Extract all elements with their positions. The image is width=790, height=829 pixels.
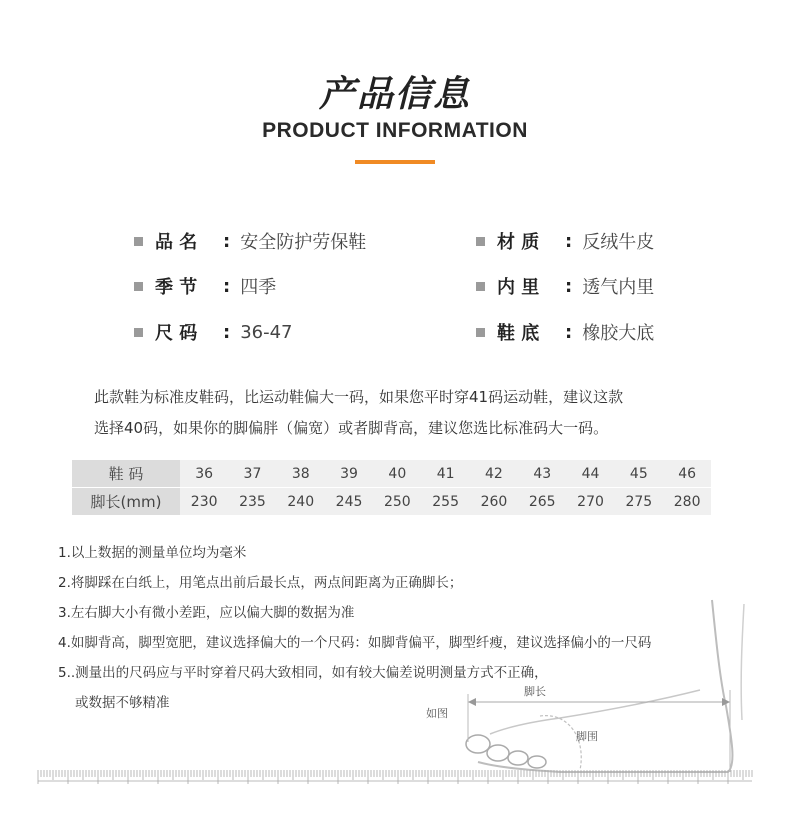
table-cell: 280	[663, 488, 711, 516]
note-item: 3.左右脚大小有微小差距，应以偏大脚的数据为准	[58, 605, 355, 621]
spec-value: 橡胶大底	[582, 323, 655, 344]
page-title-en: PRODUCT INFORMATION	[262, 119, 528, 142]
spec-colon: :	[565, 230, 573, 252]
table-cell: 235	[228, 488, 276, 516]
table-cell: 39	[325, 460, 373, 488]
leg-back-outline	[741, 604, 744, 720]
table-cell: 260	[470, 488, 518, 516]
label-as-shown: 如图	[426, 707, 448, 720]
spec-label: 尺 码	[155, 323, 198, 344]
spec-value: 透气内里	[582, 277, 655, 298]
table-cell: 38	[277, 460, 325, 488]
note-item: 2.将脚踩在白纸上，用笔点出前后最长点，两点间距离为正确脚长；	[58, 575, 463, 591]
table-cell: 265	[518, 488, 566, 516]
size-advice-line-2: 选择40码，如果你的脚偏胖（偏宽）或者脚背高，建议您选比标准码大一码。	[94, 419, 609, 437]
spec-label: 季 节	[155, 277, 198, 298]
table-cell: 240	[277, 488, 325, 516]
spec-colon: :	[565, 275, 573, 297]
spec-label: 品 名	[155, 232, 198, 253]
spec-label: 材 质	[497, 232, 540, 253]
table-cell: 42	[470, 460, 518, 488]
table-cell: 245	[325, 488, 373, 516]
table-cell: 275	[615, 488, 663, 516]
note-item: 或数据不够精准	[75, 695, 170, 711]
note-item: 5..测量出的尺码应与平时穿着尺码大致相同，如有较大偏差说明测量方式不正确，	[58, 665, 548, 681]
table-cell: 41	[421, 460, 469, 488]
table-cell: 40	[373, 460, 421, 488]
spec-value: 四季	[240, 277, 277, 298]
spec-label: 内 里	[497, 277, 540, 298]
toe-shape	[466, 735, 490, 753]
table-cell: 37	[228, 460, 276, 488]
note-item: 4.如脚背高，脚型宽肥，建议选择偏大的一个尺码：如脚背偏平，脚型纤瘦，建议选择偏小的一尺码	[58, 635, 652, 651]
toe-shape	[508, 751, 528, 765]
toe-shape	[528, 756, 546, 768]
spec-value: 反绒牛皮	[582, 232, 655, 253]
table-cell: 250	[373, 488, 421, 516]
table-cell: 46	[663, 460, 711, 488]
spec-colon: :	[565, 321, 573, 343]
table-cell: 44	[566, 460, 614, 488]
measurement-notes	[58, 538, 651, 718]
table-cell: 45	[615, 460, 663, 488]
table-cell: 270	[566, 488, 614, 516]
label-foot-length: 脚长	[524, 685, 546, 698]
spec-colon: :	[223, 321, 231, 343]
table-cell: 43	[518, 460, 566, 488]
table-header-length: 脚长(mm)	[72, 488, 180, 516]
page-title-cn: 产品信息	[318, 74, 471, 115]
size-advice-line-1: 此款鞋为标准皮鞋码，比运动鞋偏大一码，如果您平时穿41码运动鞋，建议这款	[94, 388, 624, 406]
table-header-size: 鞋 码	[72, 460, 180, 488]
label-foot-girth: 脚围	[576, 730, 598, 743]
table-cell: 230	[180, 488, 228, 516]
spec-value: 安全防护劳保鞋	[240, 232, 367, 253]
spec-colon: :	[223, 230, 231, 252]
toe-shape	[487, 745, 509, 761]
table-cell: 255	[421, 488, 469, 516]
spec-label: 鞋 底	[497, 323, 540, 344]
table-cell: 36	[180, 460, 228, 488]
note-item: 1.以上数据的测量单位均为毫米	[58, 545, 247, 561]
spec-colon: :	[223, 275, 231, 297]
spec-value: 36-47	[240, 321, 293, 343]
